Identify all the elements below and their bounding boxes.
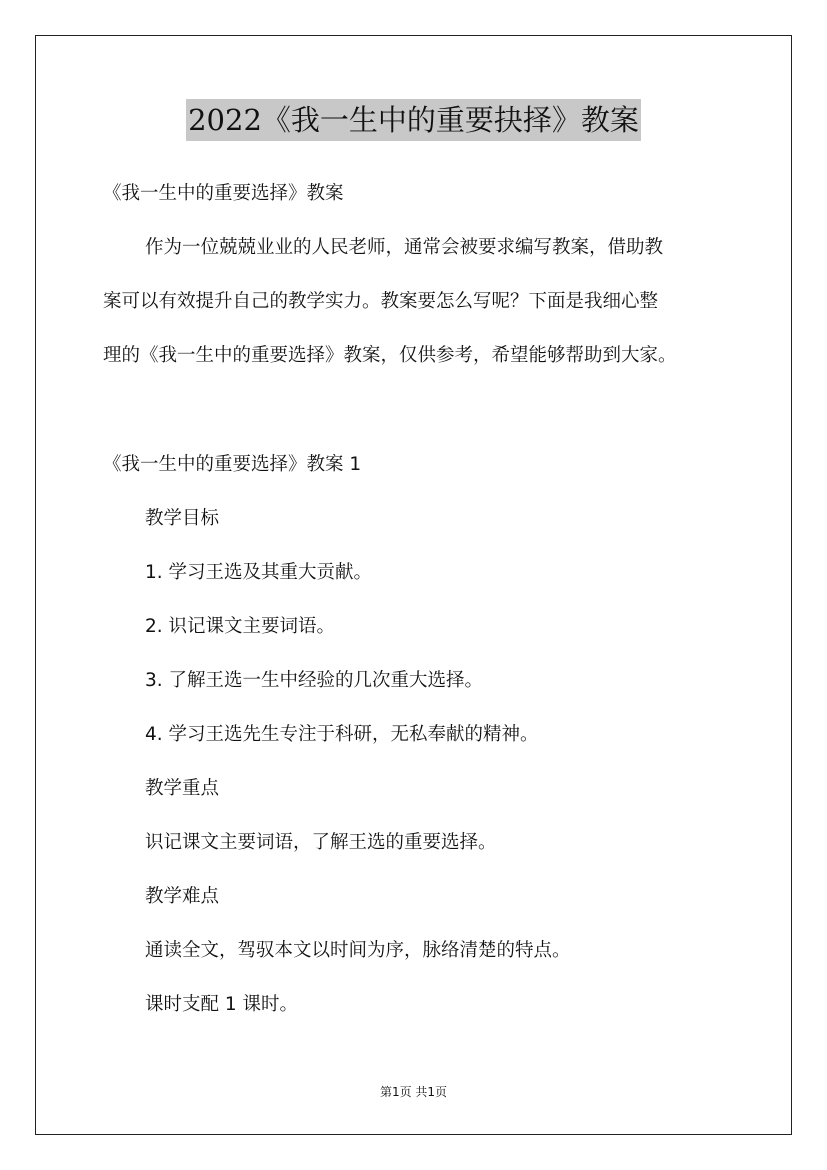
- goal-item-4: 4. 学习王选先生专注于科研，无私奉献的精神。: [145, 724, 539, 745]
- document-title: 2022《我一生中的重要抉择》教案: [186, 99, 641, 141]
- difficulty-heading: 教学难点: [145, 886, 220, 907]
- intro-line-3: 理的《我一生中的重要选择》教案，仅供参考，希望能够帮助到大家。: [103, 345, 677, 366]
- section-title: 《我一生中的重要选择》教案 1: [103, 454, 362, 475]
- difficulty-text: 通读全文，驾驭本文以时间为序，脉络清楚的特点。: [145, 940, 571, 961]
- key-heading: 教学重点: [145, 778, 220, 799]
- schedule-text: 课时支配 1 课时。: [145, 994, 299, 1015]
- goal-item-2: 2. 识记课文主要词语。: [145, 616, 336, 637]
- goal-item-1: 1. 学习王选及其重大贡献。: [145, 562, 373, 583]
- goals-heading: 教学目标: [145, 508, 220, 529]
- key-text: 识记课文主要词语，了解王选的重要选择。: [145, 832, 497, 853]
- intro-line-1: 作为一位兢兢业业的人民老师，通常会被要求编写教案，借助教: [145, 237, 664, 258]
- page-footer: 第1页 共1页: [379, 1085, 448, 1099]
- title-container: [0, 99, 827, 141]
- intro-line-2: 案可以有效提升自己的教学实力。教案要怎么写呢？下面是我细心整: [103, 291, 659, 312]
- subtitle: 《我一生中的重要选择》教案: [103, 183, 344, 204]
- goal-item-3: 3. 了解王选一生中经验的几次重大选择。: [145, 670, 484, 691]
